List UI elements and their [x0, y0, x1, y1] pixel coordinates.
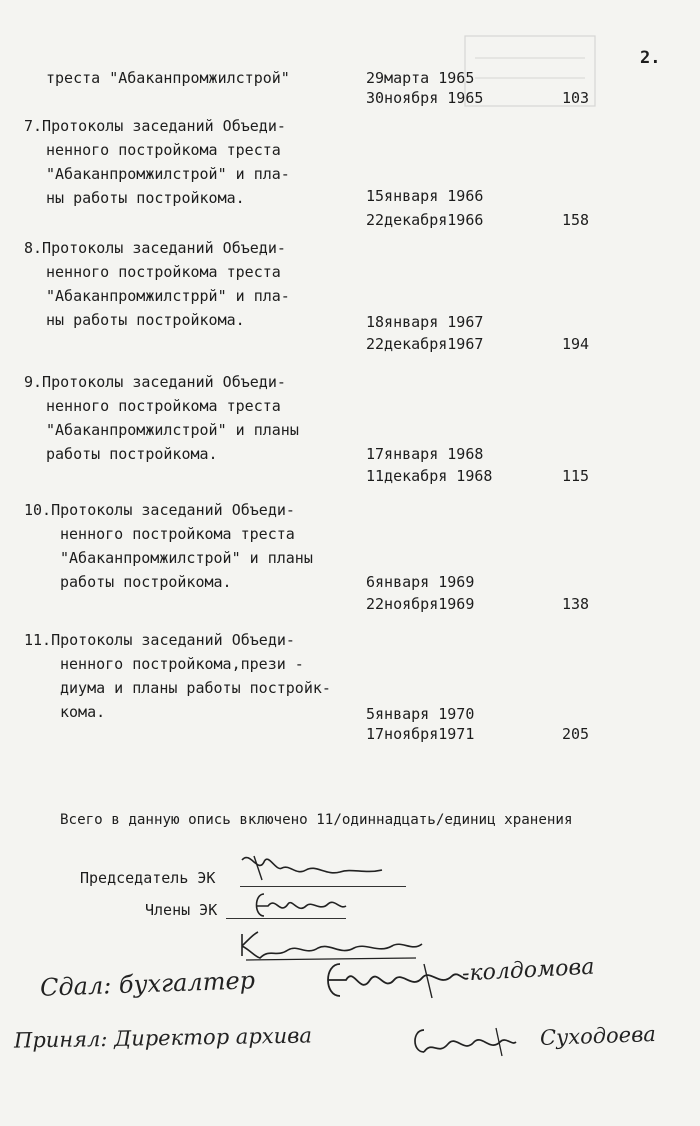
member-signature-1 [250, 886, 350, 926]
item-description-line: ненного постройкома треста [46, 397, 281, 415]
item-end-date: 11декабря 1968 [366, 467, 493, 485]
item-end-date: 17ноября1971 [366, 725, 475, 743]
item-end-date: 22ноября1969 [366, 595, 475, 613]
total-units-statement: Всего в данную опись включено 11/одиннадцать/единиц хранения [60, 812, 573, 828]
item-description-line: 9.Протоколы заседаний Объеди- [24, 373, 286, 391]
item-sheet-count: 205 [562, 725, 590, 743]
handed-over-label: Сдал: бухгалтер [39, 966, 256, 1002]
item-description-line: ненного постройкома треста [60, 525, 295, 543]
item-description-line: ны работы постройкома. [46, 189, 245, 207]
item-description-line: ненного постройкома треста [46, 263, 281, 281]
item-description-line: диума и планы работы постройк- [60, 679, 331, 697]
item-start-date: 18января 1967 [366, 313, 484, 331]
item-description-line: работы постройкома. [60, 573, 232, 591]
page-number: 2. [640, 48, 661, 68]
item-sheet-count: 158 [562, 211, 590, 229]
item-sheet-count: 138 [562, 595, 590, 613]
item-description-line: "Абаканпромжилстрой" и планы [60, 549, 313, 567]
chairman-label: Председатель ЭК [80, 869, 216, 887]
item-description-line: "Абаканпромжилстрой" и пла- [46, 165, 290, 183]
received-name: Суходоева [539, 1021, 657, 1051]
item-start-date: 29марта 1965 [366, 69, 475, 87]
item-description-line: "Абаканпромжилстррй" и пла- [46, 287, 290, 305]
members-label: Члены ЭК [145, 901, 218, 919]
item-description-line: треста "Абаканпромжилстрой" [46, 69, 290, 87]
item-description-line: ненного постройкома треста [46, 141, 281, 159]
item-description-line: кома. [60, 703, 106, 721]
item-sheet-count: 115 [562, 467, 590, 485]
item-start-date: 5января 1970 [366, 705, 475, 723]
item-description-line: ны работы постройкома. [46, 311, 245, 329]
received-label: Принял: Директор архива [13, 1023, 313, 1053]
item-description-line: 11.Протоколы заседаний Объеди- [24, 631, 295, 649]
item-description-line: 8.Протоколы заседаний Объеди- [24, 239, 286, 257]
handed-over-name: -колдомова [461, 954, 595, 987]
item-end-date: 30ноября 1965 [366, 89, 484, 107]
item-end-date: 22декабря1966 [366, 211, 484, 229]
received-signature [408, 1022, 518, 1062]
item-description-line: 7.Протоколы заседаний Объеди- [24, 117, 286, 135]
item-description-line: 10.Протоколы заседаний Объеди- [24, 501, 295, 519]
item-description-line: "Абаканпромжилстрой" и планы [46, 421, 299, 439]
handed-over-signature [320, 956, 470, 1006]
item-sheet-count: 103 [562, 89, 590, 107]
item-description-line: ненного постройкома,прези - [60, 655, 304, 673]
item-start-date: 6января 1969 [366, 573, 475, 591]
item-start-date: 17января 1968 [366, 445, 484, 463]
item-description-line: работы постройкома. [46, 445, 218, 463]
chairman-signature [236, 846, 386, 890]
item-start-date: 15января 1966 [366, 187, 484, 205]
item-end-date: 22декабря1967 [366, 335, 484, 353]
item-sheet-count: 194 [562, 335, 590, 353]
